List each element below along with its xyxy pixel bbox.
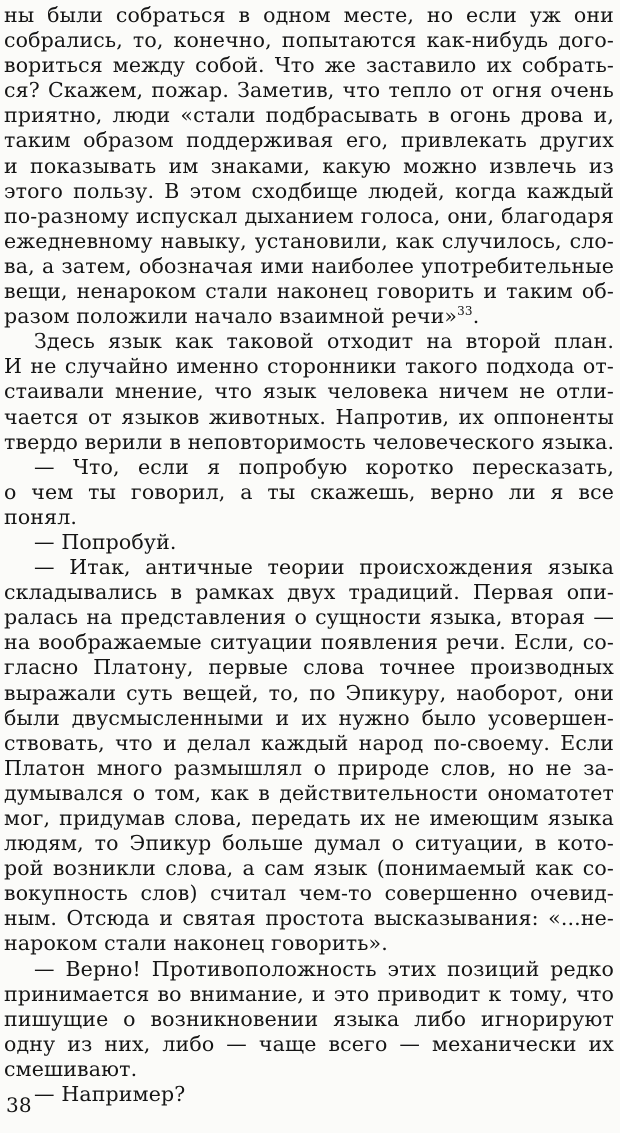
text-line-content: — Например? bbox=[34, 1082, 186, 1107]
text-line bbox=[4, 505, 614, 530]
body-text bbox=[4, 3, 614, 1107]
text-line-content: пишущие о возникновении языка либо игнорируют bbox=[4, 1006, 614, 1031]
text-line-content: Здесь язык как таковой отходит на второй план. bbox=[34, 329, 614, 354]
text-line bbox=[4, 379, 614, 404]
text-line bbox=[4, 430, 614, 455]
text-line bbox=[4, 254, 614, 279]
text-line bbox=[4, 304, 614, 329]
text-line bbox=[4, 279, 614, 304]
text-line bbox=[4, 957, 614, 982]
text-line-content: ежедневному навыку, установили, как случилось, сло- bbox=[4, 228, 614, 253]
text-line-content: выражали суть вещей, то, по Эпикуру, наоборот, они bbox=[4, 680, 614, 705]
text-line bbox=[4, 480, 614, 505]
text-line bbox=[4, 329, 614, 354]
text-line bbox=[4, 1007, 614, 1032]
sentence-period: . bbox=[472, 304, 480, 329]
text-line bbox=[4, 655, 614, 680]
text-line bbox=[4, 831, 614, 856]
text-line-content: ны были собраться в одном месте, но если уж они bbox=[4, 3, 614, 27]
text-line bbox=[4, 128, 614, 153]
text-line bbox=[4, 28, 614, 53]
text-line bbox=[4, 856, 614, 881]
text-line-content: таким образом поддерживая его, привлекать других bbox=[4, 128, 614, 153]
text-line-content: Платон много размышлял о природе слов, но не за- bbox=[4, 755, 614, 780]
text-line bbox=[4, 806, 614, 831]
text-line bbox=[4, 756, 614, 781]
text-line-content: ралась на представления о сущности языка, вторая — bbox=[4, 605, 614, 630]
text-line-content: твердо верили в неповторимость человеческого языка. bbox=[4, 429, 615, 454]
text-line-content: рой возникли слова, а сам язык (понимаемый как со- bbox=[4, 856, 614, 881]
text-line-content: смешивают. bbox=[4, 1056, 138, 1081]
text-line bbox=[4, 982, 614, 1007]
footnote-reference: 33 bbox=[457, 304, 473, 319]
text-line bbox=[4, 204, 614, 229]
text-line-content: были двусмысленными и их нужно было усовершен- bbox=[4, 705, 614, 730]
text-line bbox=[4, 3, 614, 28]
text-line bbox=[4, 1057, 614, 1082]
text-line bbox=[4, 706, 614, 731]
text-line-content: — Попробуй. bbox=[34, 529, 177, 554]
text-line bbox=[4, 605, 614, 630]
text-line-content: мог, придумав слова, передать их не имеющим языка bbox=[4, 806, 614, 830]
text-line bbox=[4, 354, 614, 379]
text-line-content: ва, а затем, обозначая ими наиболее употребительные bbox=[4, 253, 614, 278]
text-line-content: вещи, ненароком стали наконец говорить и таким об- bbox=[4, 279, 614, 304]
text-line-content: — Итак, античные теории происхождения языка bbox=[34, 555, 614, 580]
text-line bbox=[4, 53, 614, 78]
text-line bbox=[4, 906, 614, 931]
text-line-content: ствовать, что и делал каждый народ по-своему. Если bbox=[4, 730, 614, 755]
text-line bbox=[4, 455, 614, 480]
text-line bbox=[4, 229, 614, 254]
text-line bbox=[4, 405, 614, 430]
text-line-content: нароком стали наконец говорить». bbox=[4, 931, 388, 956]
text-line bbox=[4, 1032, 614, 1057]
text-line bbox=[4, 78, 614, 103]
text-line bbox=[4, 931, 614, 956]
text-line bbox=[4, 630, 614, 655]
text-line-content: разом положили начало взаимной речи» bbox=[4, 304, 458, 329]
text-line-content: принимается во внимание, и это приводит к тому, что bbox=[4, 981, 614, 1006]
text-line-content: приятно, люди «стали подбрасывать в огонь дрова и, bbox=[4, 103, 614, 128]
text-line-content: ся? Скажем, пожар. Заметив, что тепло от огня очень bbox=[4, 78, 614, 103]
text-line bbox=[4, 154, 614, 179]
text-line-content: по-разному испускал дыханием голоса, они, благодаря bbox=[4, 203, 614, 228]
text-line-content: этого пользу. В этом сходбище людей, когда каждый bbox=[4, 178, 614, 203]
text-line-content: одну из них, либо — чаще всего — механически их bbox=[4, 1031, 614, 1056]
text-line-content: — Что, если я попробую коротко пересказать, bbox=[34, 454, 614, 479]
text-line bbox=[4, 103, 614, 128]
text-line bbox=[4, 731, 614, 756]
text-line-content: чается от языков животных. Напротив, их оппоненты bbox=[4, 404, 614, 429]
text-line bbox=[4, 781, 614, 806]
text-line-content: гласно Платону, первые слова точнее производных bbox=[4, 655, 614, 680]
text-line-content: думывался о том, как в действительности ономатотет bbox=[4, 780, 614, 805]
text-line-content: ным. Отсюда и святая простота высказывания: «...не- bbox=[4, 906, 614, 931]
text-line-content: И не случайно именно сторонники такого подхода от- bbox=[4, 354, 614, 379]
text-line bbox=[4, 1082, 614, 1107]
text-line-content: стаивали мнение, что язык человека ничем не отли- bbox=[4, 379, 614, 404]
text-line-content: вокупность слов) считал чем-то совершенно очевид- bbox=[4, 881, 614, 906]
text-line bbox=[4, 179, 614, 204]
text-line-content: на воображаемые ситуации появления речи. Если, со- bbox=[4, 630, 614, 655]
text-line-content: — Верно! Противоположность этих позиций редко bbox=[34, 956, 614, 981]
page-number: 38 bbox=[6, 1093, 32, 1117]
text-line-content: и показывать им знаками, какую можно извлечь из bbox=[4, 153, 614, 178]
text-line bbox=[4, 580, 614, 605]
text-line bbox=[4, 881, 614, 906]
text-line-content: понял. bbox=[4, 504, 78, 529]
text-line-content: складывались в рамках двух традиций. Первая опи- bbox=[4, 580, 614, 605]
text-line-content: людям, то Эпикур больше думал о ситуации, в кото- bbox=[4, 831, 614, 856]
text-line bbox=[4, 681, 614, 706]
text-line-content: вориться между собой. Что же заставило их собрать- bbox=[4, 53, 614, 78]
text-line bbox=[4, 530, 614, 555]
text-line bbox=[4, 555, 614, 580]
text-line-content: о чем ты говорил, а ты скажешь, верно ли я все bbox=[4, 479, 614, 504]
text-line-content: собрались, то, конечно, попытаются как-нибудь дого- bbox=[4, 28, 614, 53]
